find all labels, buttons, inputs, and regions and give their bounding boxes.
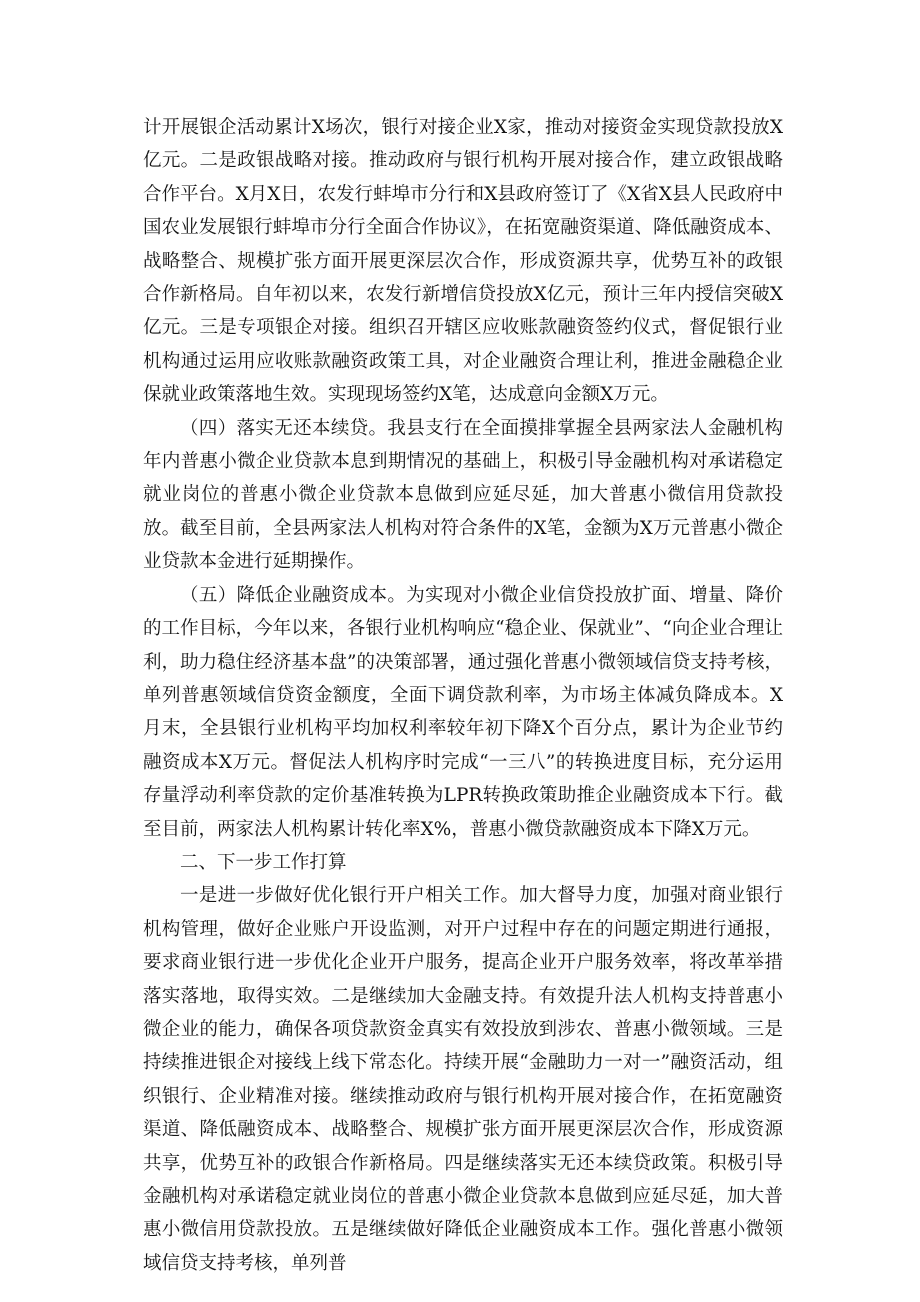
document-page <box>143 111 783 1280</box>
paragraph-bank-enterprise-docking: 计开展银企活动累计X场次，银行对接企业X家，推动对接资金实现贷款投放X亿元。二是政银战略对接。推动政府与银行机构开展对接合作，建立政银战略合作平台。X月X日，农发行蚌埠市分行和X县政府签订了《X省X县人民政府中国农业发展银行蚌埠市分行全面合作协议》，在拓宽融资渠道、降低融资成本、战略整合、规模扩张方面开展更深层次合作，形成资源共享，优势互补的政银合作新格局。自年初以来，农发行新增信贷投放X亿元，预计三年内授信突破X亿元。三是专项银企对接。组织召开辖区应收账款融资签约仪式，督促银行业机构通过运用应收账款融资政策工具，对企业融资合理让利，推进金融稳企业保就业政策落地生效。实现现场签约X笔，达成意向金额X万元。 <box>143 117 783 406</box>
section-heading-next-steps: 二、下一步工作打算 <box>180 851 347 873</box>
paragraph-next-step-plans: 一是进一步做好优化银行开户相关工作。加大督导力度，加强对商业银行机构管理，做好企业账户开设监测，对开户过程中存在的问题定期进行通报，要求商业银行进一步优化企业开户服务，提高企业开户服务效率，将改革举措落实落地，取得实效。二是继续加大金融支持。有效提升法人机构支持普惠小微企业的能力，确保各项贷款资金真实有效投放到涉农、普惠小微领域。三是持续推进银企对接线上线下常态化。持续开展“金融助力一对一”融资活动，组织银行、企业精准对接。继续推动政府与银行机构开展对接合作，在拓宽融资渠道、降低融资成本、战略整合、规模扩张方面开展更深层次合作，形成资源共享，优势互补的政银合作新格局。四是继续落实无还本续贷政策。积极引导金融机构对承诺稳定就业岗位的普惠小微企业贷款本息做到应延尽延，加大普惠小微信用贷款投放。五是继续做好降低企业融资成本工作。强化普惠小微领域信贷支持考核，单列普 <box>143 885 783 1274</box>
paragraph-no-principal-repayment-loan: （四）落实无还本续贷。我县支行在全面摸排掌握全县两家法人金融机构年内普惠小微企业贷款本息到期情况的基础上，积极引导金融机构对承诺稳定就业岗位的普惠小微企业贷款本息做到应延尽延，加大普惠小微信用贷款投放。截至目前，全县两家法人机构对符合条件的X笔，金额为X万元普惠小微企业贷款本金进行延期操作。 <box>143 417 783 573</box>
paragraph-reduce-financing-cost: （五）降低企业融资成本。为实现对小微企业信贷投放扩面、增量、降价的工作目标，今年以来，各银行业机构响应“稳企业、保就业”、“向企业合理让利，助力稳住经济基本盘”的决策部署，通过强化普惠小微领域信贷支持考核，单列普惠领域信贷资金额度，全面下调贷款利率，为市场主体减负降成本。X月末，全县银行业机构平均加权利率较年初下降X个百分点，累计为企业节约融资成本X万元。督促法人机构序时完成“一三八”的转换进度目标，充分运用存量浮动利率贷款的定价基准转换为LPR转换政策助推企业融资成本下行。截至目前，两家法人机构累计转化率X%，普惠小微贷款融资成本下降X万元。 <box>143 584 783 840</box>
